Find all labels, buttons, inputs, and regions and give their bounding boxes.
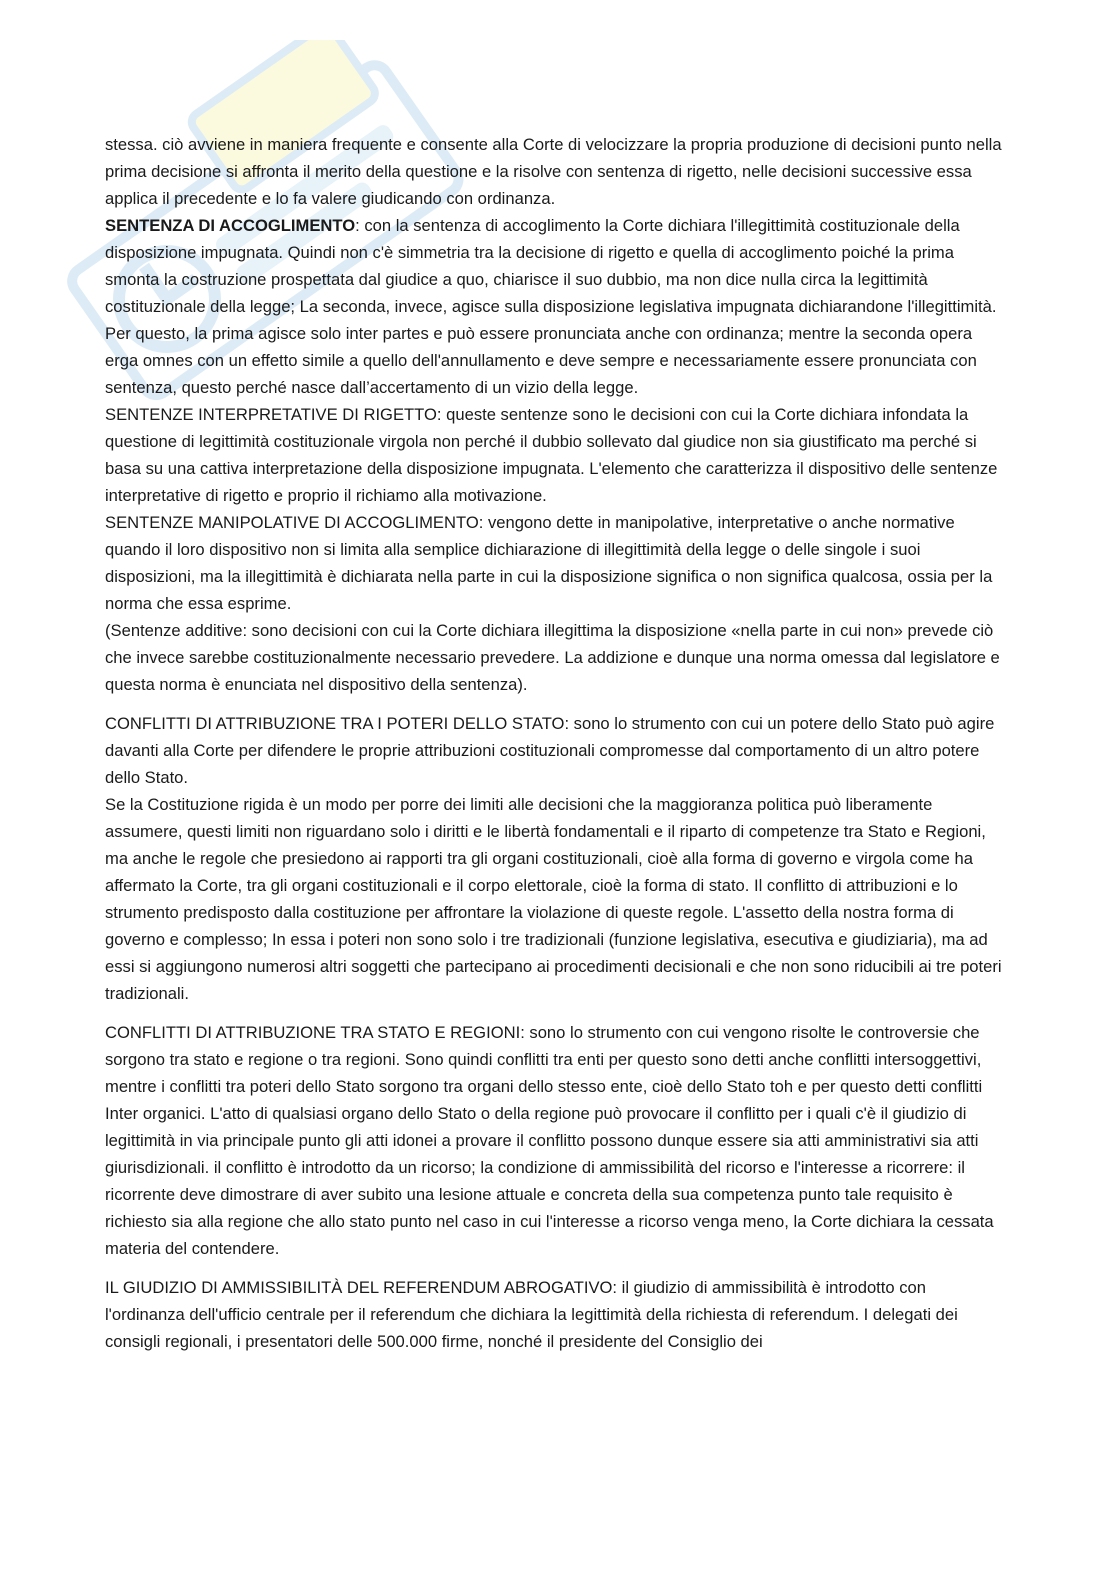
- paragraph-7: Se la Costituzione rigida è un modo per porre dei limiti alle decisioni che la maggioranza politica può liberamente assumere, questi limiti non riguardano solo i diritti e le libertà fondamentali e il riparto di competenze tra Stato e Regioni, ma anche le regole che presiedono ai rapporti tra gli organi costituzionali, cioè alla forma di governo e virgola come ha affermato la Corte, tra gli organi costituzionali e il corpo elettorale, cioè la forma di stato. Il conflitto di attribuzioni e lo strumento predisposto dalla costituzione per affrontare la violazione di queste regole. L'assetto della nostra forma di governo e complesso; In essa i poteri non sono solo i tre tradizionali (funzione legislativa, esecutiva e giudiziaria), ma ad essi si aggiungono numerosi altri soggetti che partecipano ai procedimenti decisionali e che non sono riducibili ai tre poteri tradizionali.: [105, 795, 1002, 1003]
- paragraph-1: stessa. ciò avviene in maniera frequente e consente alla Corte di velocizzare la propria produzione di decisioni punto nella prima decisione si affronta il merito della questione e la risolve con sentenza di rigetto, nelle decisioni successive essa applica il precedente e lo fa valere giudicando con ordinanza.: [105, 135, 1002, 208]
- paragraph-6: CONFLITTI DI ATTRIBUZIONE TRA I POTERI DELLO STATO: sono lo strumento con cui un potere dello Stato può agire davanti alla Corte per difendere le proprie attribuzioni costituzionali compromesse dal comportamento di un altro potere dello Stato.: [105, 714, 995, 787]
- document-body: [105, 131, 1005, 1355]
- paragraph-2: SENTENZA DI ACCOGLIMENTO: con la sentenza di accoglimento la Corte dichiara l'illegittimità costituzionale della disposizione impugnata. Quindi non c'è simmetria tra la decisione di rigetto e quella di accoglimento poiché la prima smonta la costruzione prospettata dal giudice a quo, chiarisce il suo dubbio, ma non dice nulla circa la legittimità costituzionale della legge; La seconda, invece, agisce sulla disposizione legislativa impugnata dichiarandone l'illegittimità. Per questo, la prima agisce solo inter partes e può essere pronunciata anche con ordinanza; mentre la seconda opera erga omnes con un effetto simile a quello dell'annullamento e deve sempre e necessariamente essere pronunciata con sentenza, questo perché nasce dall’accertamento di un vizio della legge.: [105, 216, 997, 397]
- paragraph-3: SENTENZE INTERPRETATIVE DI RIGETTO: queste sentenze sono le decisioni con cui la Corte dichiara infondata la questione di legittimità costituzionale virgola non perché il dubbio sollevato dal giudice non sia giustificato ma perché si basa su una cattiva interpretazione della disposizione impugnata. L'elemento che caratterizza il dispositivo delle sentenze interpretative di rigetto e proprio il richiamo alla motivazione.: [105, 405, 998, 505]
- section-heading: SENTENZA DI ACCOGLIMENTO: [105, 216, 356, 235]
- paragraph-5: (Sentenze additive: sono decisioni con cui la Corte dichiara illegittima la disposizione «nella parte in cui non» prevede ciò che invece sarebbe costituzionalmente necessario prevedere. La addizione e dunque una norma omessa dal legislatore e questa norma è enunciata nel dispositivo della sentenza).: [105, 621, 1000, 694]
- paragraph-4: SENTENZE MANIPOLATIVE DI ACCOGLIMENTO: vengono dette in manipolative, interpretative o anche normative quando il loro dispositivo non si limita alla semplice dichiarazione di illegittimità della legge o delle singole i suoi disposizioni, ma la illegittimità è dichiarata nella parte in cui la disposizione significa o non significa qualcosa, ossia per la norma che essa esprime.: [105, 513, 993, 613]
- paragraph-9: IL GIUDIZIO DI AMMISSIBILITÀ DEL REFERENDUM ABROGATIVO: il giudizio di ammissibilità è introdotto con l'ordinanza dell'ufficio centrale per il referendum che dichiara la legittimità della richiesta di referendum. I delegati dei consigli regionali, i presentatori delle 500.000 firme, nonché il presidente del Consiglio dei: [105, 1278, 958, 1351]
- paragraph-8: CONFLITTI DI ATTRIBUZIONE TRA STATO E REGIONI: sono lo strumento con cui vengono risolte le controversie che sorgono tra stato e regione o tra regioni. Sono quindi conflitti tra enti per questo sono detti anche conflitti intersoggettivi, mentre i conflitti tra poteri dello Stato sorgono tra organi dello stesso ente, cioè dello Stato toh e per questo detti conflitti Inter organici. L'atto di qualsiasi organo dello Stato o della regione può provocare il conflitto per i quali c'è il giudizio di legittimità in via principale punto gli atti idonei a provare il conflitto possono dunque essere sia atti amministrativi sia atti giurisdizionali. il conflitto è introdotto da un ricorso; la condizione di ammissibilità del ricorso e l'interesse a ricorrere: il ricorrente deve dimostrare di aver subito una lesione attuale e concreta della sua competenza punto tale requisito è richiesto sia alla regione che allo stato punto nel caso in cui l'interesse a ricorso venga meno, la Corte dichiara la cessata materia del contendere.: [105, 1023, 994, 1258]
